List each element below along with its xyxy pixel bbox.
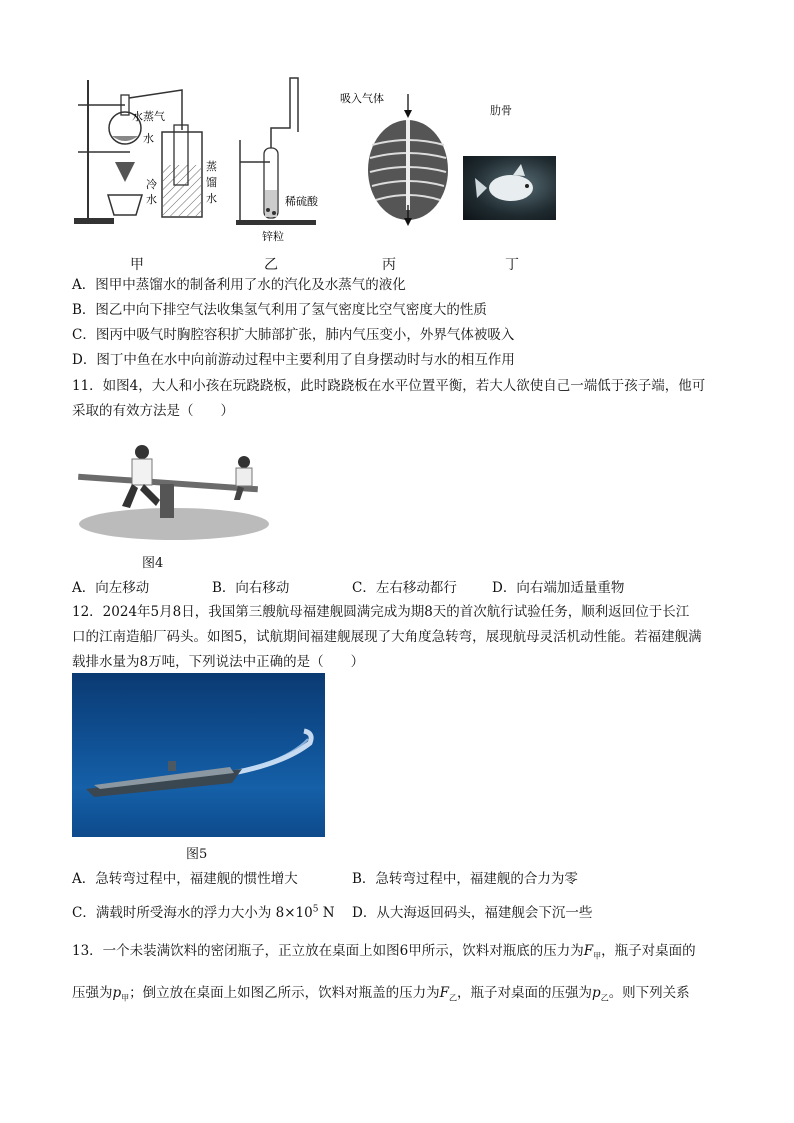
q13-line-2-text-a: 压强为 [72,985,113,1001]
q12-option-c [72,901,335,921]
q12-stem-line-2: 口的江南造船厂码头。如图5，试航期间福建舰展现了大角度急转弯，展现航母灵活机动性能。若福建舰满 [72,629,702,645]
q13-line-2 [72,983,690,1009]
q12-option-c-unit: N [322,905,335,921]
figure-jia-distillation [70,70,220,230]
q13-subscript-p-yi: 乙 [600,993,609,1003]
q12-option-a: A．急转弯过程中，福建舰的惯性增大 [72,871,298,887]
label-cold-1: 冷 [146,178,157,191]
figure-bing-ribcage [340,90,460,230]
figure-label-bing: 丙 [382,257,396,273]
q11-option-d: D．向右端加适量重物 [492,580,625,596]
q12-stem-line-1: 12．2024年5月8日，我国第三艘航母福建舰圆满完成为期8天的首次航行试验任务，顺利返回位于长江 [72,604,690,620]
label-distilled-1: 蒸 [206,160,217,173]
figure-label-ding: 丁 [505,257,519,273]
label-vapor: 水蒸气 [132,110,165,123]
q12-stem-line-3: 载排水量为8万吨，下列说法中正确的是（ ） [72,654,365,670]
q13-symbol-F-jia: F [583,943,594,959]
q11-figure-caption: 图4 [142,556,164,571]
figure-5-aircraft-carrier-photo [72,673,325,837]
label-inhale: 吸入气体 [340,92,384,105]
q10-option-a: A．图甲中蒸馏水的制备利用了水的汽化及水蒸气的液化 [72,277,406,293]
q13-line-2-text-c: ，瓶子对桌面的压强为 [457,985,593,1001]
q13-line-1 [72,941,696,967]
q13-line-1-text-b: ，瓶子对桌面的 [601,943,696,959]
q10-option-d: D．图丁中鱼在水中向前游动过程中主要利用了自身摆动时与水的相互作用 [72,352,515,368]
q10-option-b: B．图乙中向下排空气法收集氢气利用了氢气密度比空气密度大的性质 [72,302,487,318]
q12-figure-caption: 图5 [186,847,208,862]
label-zinc: 锌粒 [262,230,284,243]
figure-ding-fish-photo [463,156,556,220]
label-acid: 稀硫酸 [285,195,318,208]
q11-stem-line-1: 11．如图4，大人和小孩在玩跷跷板，此时跷跷板在水平位置平衡，若大人欲使自己一端低于孩子端，他可 [72,378,706,394]
q13-symbol-p-yi: p [592,985,601,1001]
label-water: 水 [143,132,154,145]
q13-subscript-p-jia: 甲 [121,993,130,1003]
q11-stem-line-2: 采取的有效方法是（ ） [72,403,234,419]
q13-line-1-text-a: 13．一个未装满饮料的密闭瓶子，正立放在桌面上如图6甲所示，饮料对瓶底的压力为 [72,943,584,959]
q12-option-d: D．从大海返回码头，福建舰会下沉一些 [352,905,593,921]
carrier-illustration [72,673,325,837]
figure-label-yi: 乙 [264,257,278,273]
label-distilled-3: 水 [206,192,217,205]
q11-option-c: C．左右移动都行 [352,580,457,596]
q13-line-2-text-b: ；倒立放在桌面上如图乙所示，饮料对瓶盖的压力为 [129,985,440,1001]
q12-option-c-text: C．满载时所受海水的浮力大小为 8×10 [72,905,313,921]
label-rib: 肋骨 [490,104,512,117]
figure-4-seesaw [74,444,269,544]
q13-symbol-p-jia: p [112,985,122,1001]
q12-option-c-exponent: 5 [312,904,319,915]
q10-option-c: C．图丙中吸气时胸腔容积扩大肺部扩张，肺内气压变小，外界气体被吸入 [72,327,515,343]
figure-yi-gas-collection [230,70,350,245]
figure-row-top [70,70,570,243]
q13-line-2-text-d: 。则下列关系 [608,985,690,1001]
fish-icon [463,156,556,220]
figure-label-jia: 甲 [130,257,144,273]
label-distilled-2: 馏 [206,176,217,189]
q13-subscript-F-yi: 乙 [449,993,458,1003]
q11-option-b: B．向右移动 [212,580,290,596]
q11-option-a: A．向左移动 [72,580,150,596]
q13-subscript-jia: 甲 [593,951,602,961]
q13-symbol-F-yi: F [439,985,450,1001]
q12-option-b: B．急转弯过程中，福建舰的合力为零 [352,871,578,887]
label-cold-2: 水 [146,193,157,206]
